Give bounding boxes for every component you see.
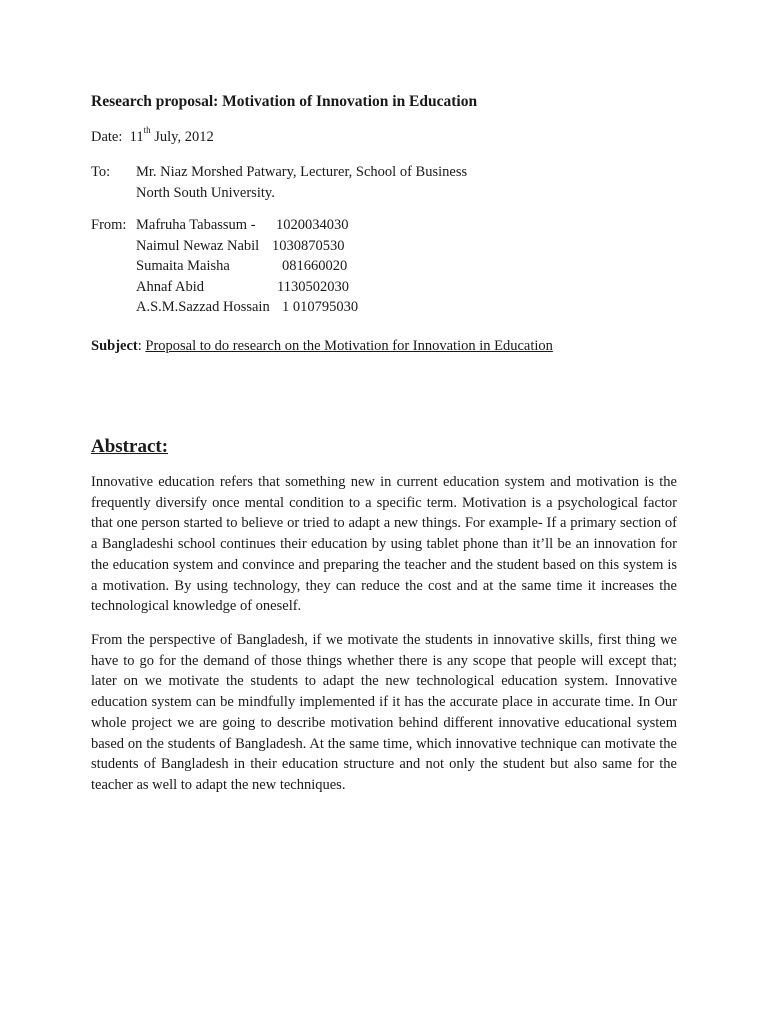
date-line (91, 127, 214, 146)
member-id: 081660020 (282, 258, 348, 274)
to-label: To: (91, 164, 111, 180)
date-day: 11 (129, 128, 144, 145)
member-row (136, 277, 436, 298)
member-name: A.S.M.Sazzad Hossain (136, 299, 270, 315)
member-name: Sumaita Maisha (136, 258, 230, 274)
abstract-heading: Abstract: (91, 436, 169, 457)
member-name: Mafruha Tabassum - (136, 217, 256, 233)
to-lines (136, 162, 467, 203)
from-label: From: (91, 217, 127, 233)
subject-line (91, 338, 553, 355)
member-row (136, 297, 436, 318)
document-title: Research proposal: Motivation of Innovation in Education (91, 93, 478, 110)
from-members (136, 215, 436, 318)
subject-text: Proposal to do research on the Motivation for Innovation in Education (145, 338, 553, 354)
member-id: 1020034030 (276, 217, 349, 233)
member-id: 1030870530 (272, 237, 345, 254)
subject-label: Subject (91, 338, 138, 354)
member-name: Ahnaf Abid (136, 278, 205, 295)
to-line: Mr. Niaz Morshed Patwary, Lecturer, School of Business (136, 164, 468, 180)
abstract-paragraph: Innovative education refers that something new in current education system and motivation is the frequently diversify once mental condition to a specific term. Motivation is a psychological factor that one person started to believe or tried to adapt a new things. For example- If a primary section of a Bangladeshi school continues their education by using tablet phone than it’ll be an innovation for the education system and convince and preparing the teacher and the student based on this system is a motivation. By using technology, they can reduce the cost and at the same time it increases the technological knowledge of oneself. (91, 474, 677, 615)
member-row (136, 215, 436, 236)
date-suffix: th (143, 125, 151, 135)
member-name: Naimul Newaz Nabil (136, 237, 260, 254)
date-label: Date: (91, 128, 123, 145)
abstract-paragraph: From the perspective of Bangladesh, if we motivate the students in innovative skills, first thing we have to go for the demand of those things whether there is any scope that people will except that; later on we motivate the students to adapt the new technological education system. Innovative education system can be mindfully implemented if it has the accurate place in accurate time. In Our whole project we are going to describe motivation behind different innovative educational system based on the students of Bangladesh. At the same time, which innovative technique can motivate the students of Bangladesh in their education structure and not only the student but also same for the teacher as well to adapt the new techniques. (91, 632, 677, 793)
member-row (136, 256, 436, 277)
member-id: 1130502030 (277, 278, 349, 295)
member-row (136, 236, 436, 257)
to-line: North South University. (136, 184, 275, 201)
member-id: 1 010795030 (282, 299, 359, 315)
date-rest: July, 2012 (154, 128, 214, 145)
subject-separator: : (137, 338, 142, 354)
